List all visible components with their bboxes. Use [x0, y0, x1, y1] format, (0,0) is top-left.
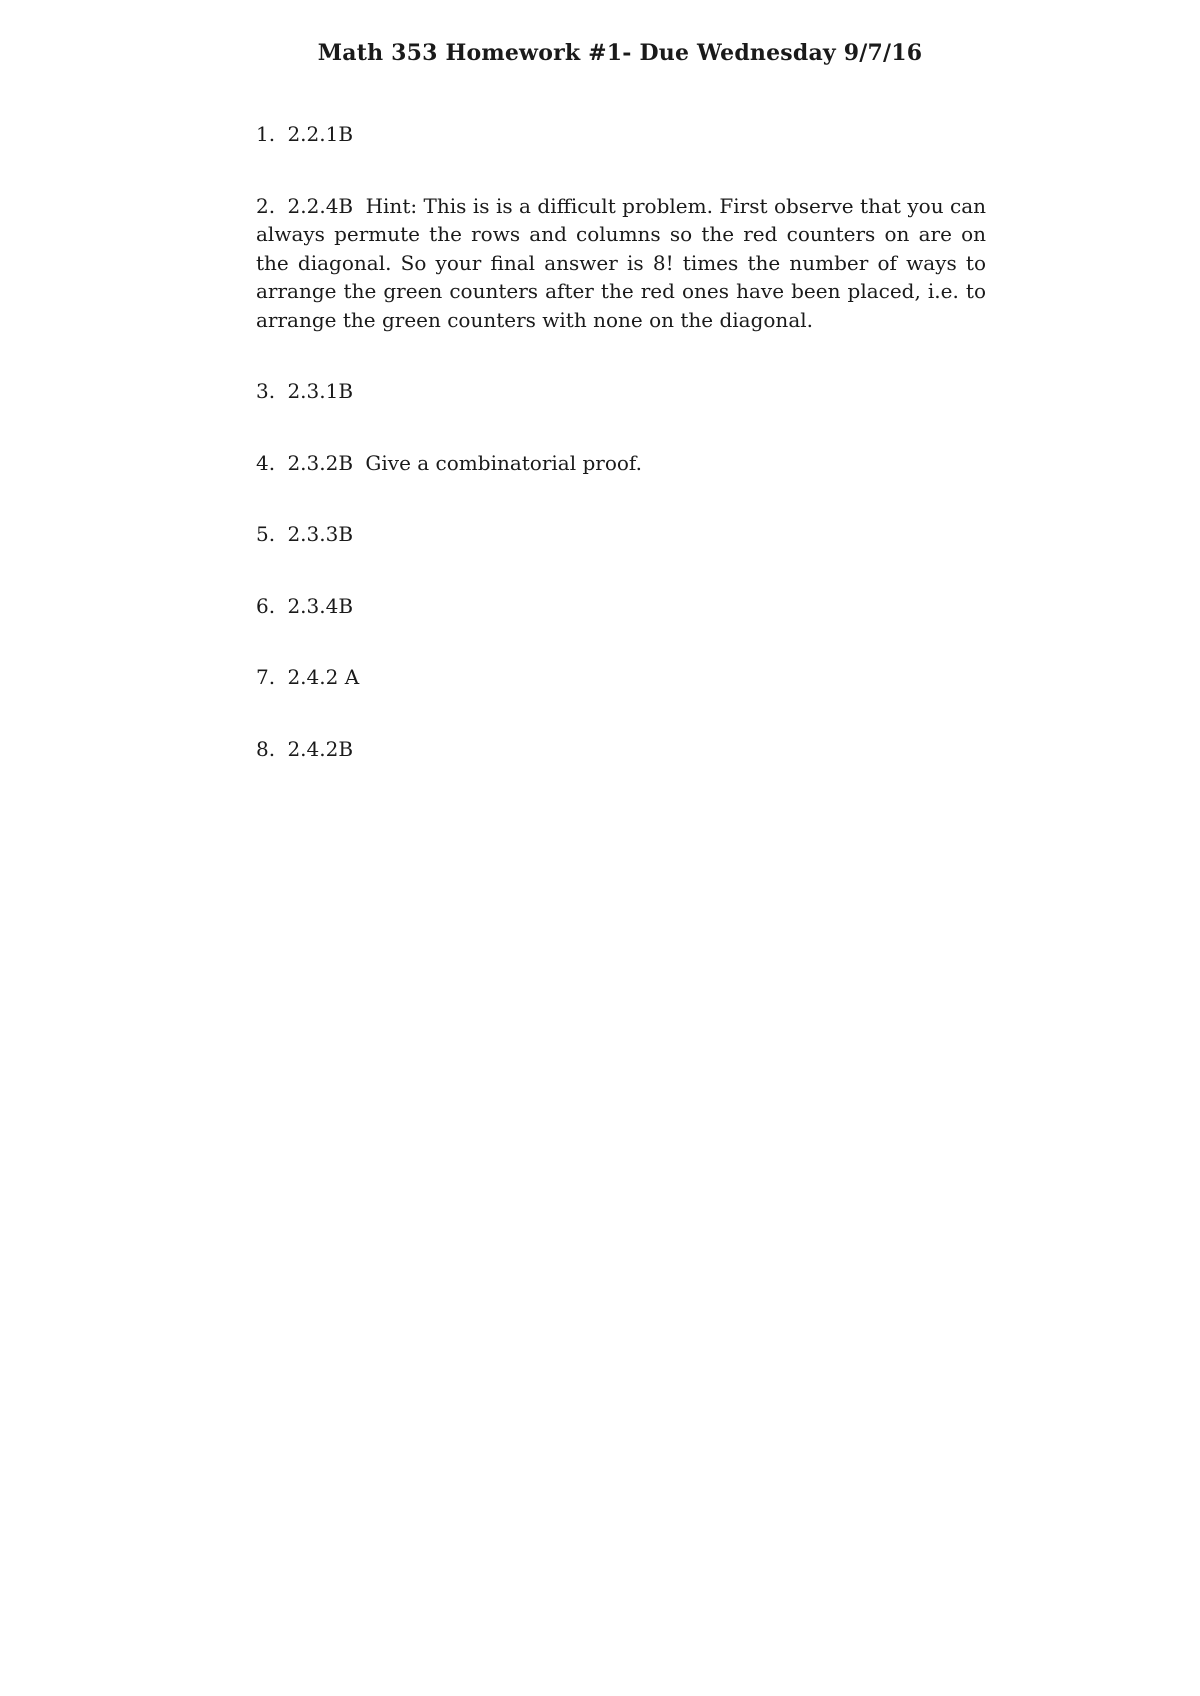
problem-code: 2.3.2B — [287, 450, 354, 475]
problem-number: 5. — [256, 522, 276, 546]
problem-code: 2.2.1B — [287, 122, 354, 146]
problem-code: 2.3.4B — [287, 593, 354, 618]
problem-number: 3. — [256, 379, 276, 403]
problem-number: 8. — [256, 736, 276, 761]
problem-code: 2.2.4B — [287, 193, 354, 218]
problem-number: 4. — [256, 450, 276, 475]
problem-item — [256, 192, 986, 335]
problem-code: 2.4.2 A — [287, 665, 360, 689]
problem-number: 7. — [256, 665, 276, 689]
problem-item — [256, 377, 986, 406]
problem-item — [256, 663, 986, 692]
problem-text: Give a combinatorial proof. — [365, 450, 642, 475]
problem-code: 2.3.1B — [287, 379, 354, 403]
problem-number: 1. — [256, 122, 276, 146]
problem-item — [256, 120, 986, 149]
problem-code: 2.3.3B — [287, 522, 354, 546]
problem-number: 6. — [256, 593, 276, 618]
problem-list — [256, 120, 986, 806]
problem-item — [256, 592, 986, 621]
problem-item — [256, 520, 986, 549]
problem-item — [256, 735, 986, 764]
problem-text: Hint: This is is a difficult problem. First observe that you can always permute the rows and columns so the red counters on are on the diagonal. So your final answer is 8! times the number of ways to arrange the green counters after the red ones have been placed, i.e. to arrange the green counters with none on the diagonal. — [256, 193, 987, 332]
problem-code: 2.4.2B — [287, 736, 354, 761]
problem-number: 2. — [256, 193, 276, 218]
page-title: Math 353 Homework #1- Due Wednesday 9/7/16 — [317, 40, 923, 66]
problem-item — [256, 449, 986, 478]
